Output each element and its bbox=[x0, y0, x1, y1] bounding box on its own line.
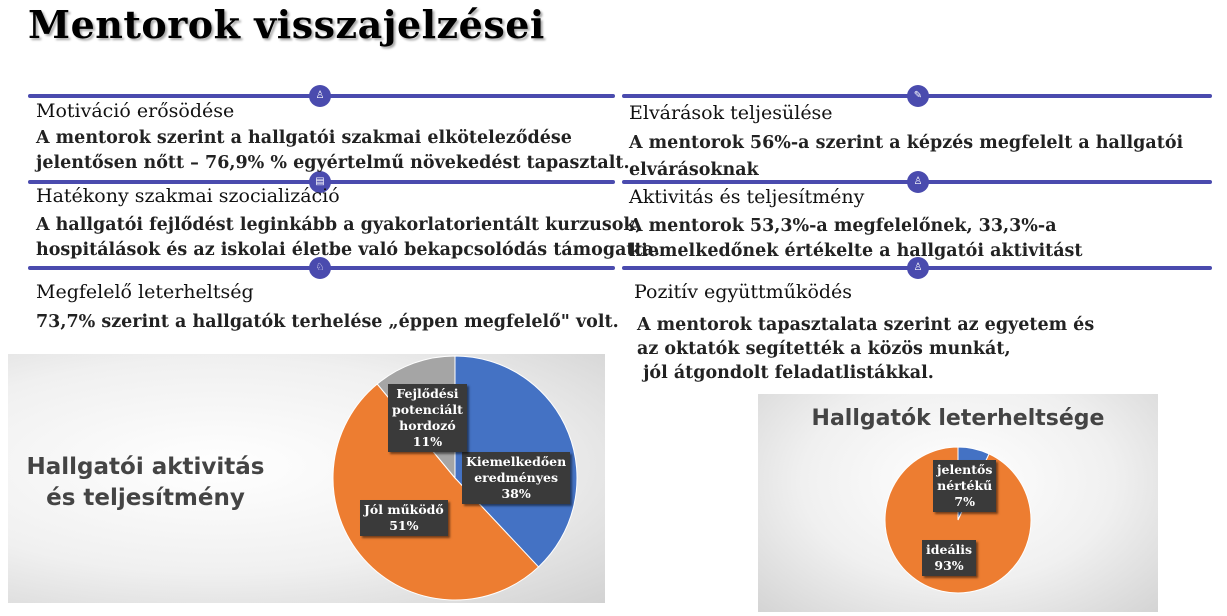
chart-title: Hallgatói aktivitás és teljesítmény bbox=[26, 454, 265, 511]
chart-title: Hallgatók leterheltsége bbox=[811, 406, 1105, 431]
data-label: Fejlődési potenciált hordozó 11% bbox=[388, 384, 467, 452]
workload-chart bbox=[758, 394, 1158, 612]
section-text: A mentorok 56%-a szerint a képzés megfelelt a hallgatói elvárásoknak bbox=[629, 133, 1184, 180]
section-text: A mentorok szerint a hallgatói szakmai elköteleződése jelentősen nőtt – 76,9% % egyértelmű növekedést tapasztalt. bbox=[36, 128, 630, 173]
section-text: A mentorok 53,3%-a megfelelőnek, 33,3%-a kiemelkedőnek értékelte a hallgatói aktivitást bbox=[629, 216, 1083, 261]
data-label: ideális 93% bbox=[922, 540, 976, 576]
page-title: Mentorok visszajelzései bbox=[28, 2, 545, 47]
timeline-node-icon: ♘ bbox=[309, 257, 331, 279]
timeline-node-icon: ♙ bbox=[907, 171, 929, 193]
timeline-node-icon: ♙ bbox=[309, 85, 331, 107]
section-text: A hallgatói fejlődést leginkább a gyakorlatorientált kurzusok, hospitálások és az iskolai életbe való bekapcsolódás támogatta. bbox=[36, 215, 661, 260]
section-text: 73,7% szerint a hallgatók terhelése „éppen megfelelő" volt. bbox=[36, 312, 619, 332]
timeline-node-icon: ♙ bbox=[907, 257, 929, 279]
section-heading: Hatékony szakmai szocializáció bbox=[36, 185, 340, 207]
section-heading: Pozitív együttműködés bbox=[634, 281, 853, 303]
section-text: A mentorok tapasztalata szerint az egyetem és az oktatók segítették a közös munkát, jól átgondolt feladatlistákkal. bbox=[637, 315, 1095, 383]
timeline-node-icon: ✎ bbox=[907, 85, 929, 107]
data-label: jelentős nértékű 7% bbox=[933, 460, 996, 512]
data-label: Jól működő 51% bbox=[360, 500, 448, 536]
timeline-node-icon: ▤ bbox=[309, 171, 331, 193]
section-heading: Aktivitás és teljesítmény bbox=[629, 186, 865, 208]
section-heading: Megfelelő leterheltség bbox=[36, 281, 254, 303]
data-label: Kiemelkedően eredményes 38% bbox=[462, 452, 570, 504]
activity-chart bbox=[8, 354, 605, 603]
section-heading: Motiváció erősödése bbox=[36, 100, 235, 122]
section-heading: Elvárások teljesülése bbox=[629, 102, 833, 124]
